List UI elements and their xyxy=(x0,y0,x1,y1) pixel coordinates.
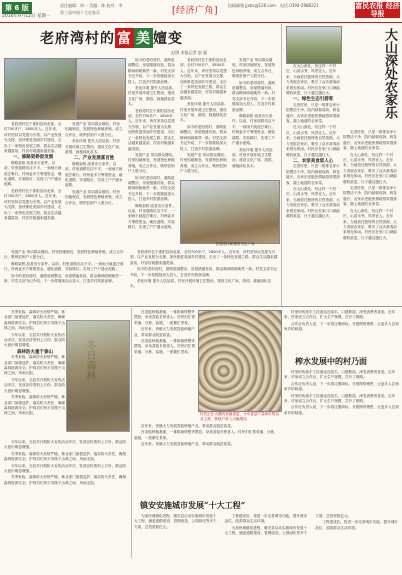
article2-col2: 走进村里，只见一排排农家小院整洁干净，院内绿树成荫、鲜花盛开。农家乐老板热情地招呼着游客，端上地道的农家菜。 在大山深处，有这样一个村庄，山清水秀，风景宜人。近年来，当地依托独特的自然资源，大力发展农家乐，吸引了众多游客前来观光休闲。村民们在家门口就能增收致富，日子越过越红火。 走进村里，只见一排排农家小院整洁干净，院内绿树成荫、鲜花盛开。农家乐老板热情地招呼着游客，端上地道的农家菜。 在大山深处，有这样一个村庄，山清水秀，风景宜人。近年来，当地依托独特的自然资源，大力发展农家乐，吸引了众多游客前来观光休闲。村民们在家门口就能增收致富，日子越过越红火。 xyxy=(343,130,397,240)
article5-title: 榨水发展中的村乃面 xyxy=(295,356,367,366)
article1-col4: 老府湾村位于淮阳县西北部，全村700多户、2800多人。近年来，该村坚持以党建为引领，以产业发展为支撑，加快推进美丽乡村建设，走出了一条特色发展之路，群众生活越来越富裕，村容村貌越来越美丽。 美化环境 提升人居品质。村里开展环境卫生整治，建设文化广场、游园，栽植绿化苗木。 如今的老府湾村，道路宽阔整洁，房屋错落有致，群众精神面貌焕然一新。村党支部书记介绍，下一步将继续加大投入，打造乡村旅游品牌。 发展产业 带动群众增收。村里因地制宜，发展特色种植养殖，成立合作社，吸纳贫困户入股分红。 xyxy=(180,58,228,174)
article1-col5: 发展产业 带动群众增收。村里因地制宜，发展特色种植养殖，成立合作社，吸纳贫困户入股分红。 如今的老府湾村，道路宽阔整洁，房屋错落有致，群众精神面貌焕然一新。村党支部书记介绍，下一步将继续加大投入，打造乡村旅游品牌。 修路架桥 改善出行条件。以前，村里道路坑洼不平，一到雨天就泥泞难行。村两委多方筹措资金，硬化道路、安装路灯，实现了户户通水泥路。 美化环境 提升人居品质。村里开展环境卫生整治，建设文化广场、游园，栽植绿化苗木。 xyxy=(232,58,276,168)
article2-subhead1: 一、绿色生态引游客 xyxy=(292,97,334,103)
article3-subhead: 森林防火重于泰山 xyxy=(17,349,53,355)
article1-col3: 如今的老府湾村，道路宽阔整洁，房屋错落有致，群众精神面貌焕然一新。村党支部书记介绍，下一步将继续加大投入，打造乡村旅游品牌。 美化环境 提升人居品质。村里开展环境卫生整治，建设文化广场、游园，栽植绿化苗木。 老府湾村位于淮阳县西北部，全村700多户、2800多人。近年来，该村坚持以党建为引领，以产业发展为支撑，加快推进美丽乡村建设，走出了一条特色发展之路，群众生活越来越富裕，村容村貌越来越美丽。 发展产业 带动群众增收。村里因地制宜，发展特色种植养殖，成立合作社，吸纳贫困户入股分红。 如今的老府湾村，道路宽阔整洁，房屋错落有致，群众精神面貌焕然一新。村党支部书记介绍，下一步将继续加大投入，打造乡村旅游品牌。 修路架桥 改善出行条件。以前，村里道路坑洼不平，一到雨天就泥泞难行。村两委多方筹措资金，硬化道路、安装路灯，实现了户户通水泥路。 xyxy=(128,58,176,230)
article1-photo-houses xyxy=(76,58,126,120)
newspaper-logo: 富民农报 经济导报 xyxy=(355,2,400,18)
page-date: 2016年9月12日 星期一 xyxy=(2,14,51,19)
article1-subhead1: 一、修路架桥促发展 xyxy=(12,155,54,161)
article2-col1: 在大山深处，有这样一个村庄，山清水秀，风景宜人。近年来，当地依托独特的自然资源，大力发展农家乐，吸引了众多游客前来观光休闲。村民们在家门口就能增收致富，日子越过越红火。 一、绿色生态引游客 走进村里，只见一排排农家小院整洁干净，院内绿树成荫、鲜花盛开。农家乐老板热情地招呼着游客，端上地道的农家菜。 在大山深处，有这样一个村庄，山清水秀，风景宜人。近年来，当地依托独特的自然资源，大力发展农家乐，吸引了众多游客前来观光休闲。村民们在家门口就能增收致富，日子越过越红火。 二、农家美食留人心 走进村里，只见一排排农家小院整洁干净，院内绿树成荫、鲜花盛开。农家乐老板热情地招呼着游客，端上地道的农家菜。 在大山深处，有这样一个村庄，山清水秀，风景宜人。近年来，当地依托独特的自然资源，大力发展农家乐，吸引了众多游客前来观光休闲。村民们在家门口就能增收致富，日子越过越红火。 xyxy=(286,64,340,218)
header-phone: 电话 0394-2988221 xyxy=(280,3,319,8)
article3-col2: 今年以来，全县共开展防火宣传活动多次，发放宣传资料上万份，群众防火意识明显增强。 冬季来临，森林防火形势严峻。林业部门加强巡护，落实防火责任，确保森林资源安全。护林员们每天穿梭于山林之间，风雨无阻。 今年以来，全县共开展防火宣传活动多次，发放宣传资料上万份，群众防火意识明显增强。 冬季来临，森林防火形势严峻。林业部门加强巡护，落实防火责任，确保森林资源安全。护林员们每天穿梭于山林之间，风雨无阻。 xyxy=(4,440,126,485)
article5-body: 村里的传统手工挂面远近闻名，口感筋道，深受消费者喜爱。近年来，村里成立合作社，扩大生产规模，打开了销路。 合作社负责人说，下一步将注册商标，开展网络销售，让更多人尝到家乡的味道。 村里的传统手工挂面远近闻名，口感筋道，深受消费者喜爱。近年来，村里成立合作社，扩大生产规模，打开了销路。 合作社负责人说，下一步将注册商标，开展网络销售，让更多人尝到家乡的味道。 xyxy=(284,370,399,415)
headline-part-c: 美 xyxy=(134,28,153,48)
article4-photo-mushrooms xyxy=(198,310,282,412)
article6-body: 为加快城镇化进程，镇安县启动实施城市发展十大工程，涵盖道路建设、管网改造、公园绿化等多个方面，总投资数亿元。 工程建成后，将进一步完善城市功能，提升城市品位，改善群众生活环境。 为加快城镇化进程，镇安县启动实施城市发展十大工程，涵盖道路建设、管网改造、公园绿化等多个方面，总投资数亿元。 工程建成后，将进一步完善城市功能，提升城市品位，改善群众生活环境。 xyxy=(134,514,398,536)
section-rule xyxy=(0,306,402,307)
article2-subhead2: 二、农家美食留人心 xyxy=(292,158,334,164)
article3-col1: 冬季来临，森林防火形势严峻。林业部门加强巡护，落实防火责任，确保森林资源安全。护林员们每天穿梭于山林之间，风雨无阻。 今年以来，全县共开展防火宣传活动多次，发放宣传资料上万份，群众防火意识明显增强。 森林防火重于泰山 冬季来临，森林防火形势严峻。林业部门加强巡护，落实防火责任，确保森林资源安全。护林员们每天穿梭于山林之间，风雨无阻。 今年以来，全县共开展防火宣传活动多次，发放宣传资料上万份，群众防火意识明显增强。 冬季来临，森林防火形势严峻。林业部门加强巡护，落实防火责任，确保森林资源安全。护林员们每天穿梭于山林之间，风雨无阻。 xyxy=(4,310,66,416)
article1-bottom-left-text: 发展产业 带动群众增收。村里因地制宜，发展特色种植养殖，成立合作社，吸纳贫困户入股分红。 修路架桥 改善出行条件。以前，村里道路坑洼不平，一到雨天就泥泞难行。村两委多方筹措资金，硬化道路、安装路灯，实现了户户通水泥路。 如今的老府湾村，道路宽阔整洁，房屋错落有致，群众精神面貌焕然一新。村党支部书记介绍，下一步将继续加大投入，打造乡村旅游品牌。 xyxy=(4,250,124,284)
article1-col2: 发展产业 带动群众增收。村里因地制宜，发展特色种植养殖，成立合作社，吸纳贫困户入股分红。 美化环境 提升人居品质。村里开展环境卫生整治，建设文化广场、游园，栽植绿化苗木。 二、产业发展富百姓 修路架桥 改善出行条件。以前，村里道路坑洼不平，一到雨天就泥泞难行。村两委多方筹措资金，硬化道路、安装路灯，实现了户户通水泥路。 发展产业 带动群众增收。村里因地制宜，发展特色种植养殖，成立合作社，吸纳贫困户入股分红。 xyxy=(65,122,123,205)
header-subline: 第三届中国十大农家乐 xyxy=(60,10,100,15)
article1-photo-village xyxy=(4,58,76,120)
column-divider xyxy=(281,24,282,306)
article1-headline xyxy=(40,28,183,48)
article1-bottom-text: 老府湾村位于淮阳县西北部，全村700多户、2800多人。近年来，该村坚持以党建为引领，以产业发展为支撑，加快推进美丽乡村建设，走出了一条特色发展之路，群众生活越来越富裕，村容村貌越来越美丽。 如今的老府湾村，道路宽阔整洁，房屋错落有致，群众精神面貌焕然一新。村党支部书记介绍，下一步将继续加大投入，打造乡村旅游品牌。 美化环境 提升人居品质。村里开展环境卫生整治，建设文化广场、游园，栽植绿化苗木。 xyxy=(130,250,278,289)
column-divider-2 xyxy=(131,308,132,558)
article1-caption: 老府湾村新建的文化广场 xyxy=(215,242,255,246)
section-title: [经济广角] xyxy=(172,6,219,16)
article1-byline: 文/图 本报记者 赵 磊 xyxy=(170,50,208,55)
headline-part-a: 老府湾村的 xyxy=(40,31,115,47)
article4-caption: 村民正在大棚内采摘香菇，今年香菇产量和价格双双上涨，种植户收入大幅增加 xyxy=(200,412,280,421)
article6-title: 镇安安施城市发展“十大工程” xyxy=(140,500,246,510)
article4-col1: 在香菇种植基地，一排排菌棒整齐摆放，朵朵香菇长势喜人。村民们忙着采摘、分拣、装箱，一派繁忙景象。 近年来，该镇大力发展香菇种植产业，带动群众脱贫致富。 在香菇种植基地，一排排菌棒整齐摆放，朵朵香菇长势喜人。村民们忙着采摘、分拣、装箱，一派繁忙景象。 xyxy=(134,310,196,354)
article2-title-text: 大山深处农家乐 xyxy=(382,28,397,119)
article1-photo-square xyxy=(180,180,280,244)
article1-col1: 老府湾村位于淮阳县西北部，全村700多户、2800多人。近年来，该村坚持以党建为引领，以产业发展为支撑，加快推进美丽乡村建设，走出了一条特色发展之路，群众生活越来越富裕，村容村貌越来越美丽。 一、修路架桥促发展 修路架桥 改善出行条件。以前，村里道路坑洼不平，一到雨天就泥泞难行。村两委多方筹措资金，硬化道路、安装路灯，实现了户户通水泥路。 老府湾村位于淮阳县西北部，全村700多户、2800多人。近年来，该村坚持以党建为引领，以产业发展为支撑，加快推进美丽乡村建设，走出了一条特色发展之路，群众生活越来越富裕，村容村貌越来越美丽。 xyxy=(4,122,62,220)
page-number: 第 6 版 xyxy=(2,2,32,14)
article4-col2: 近年来，该镇大力发展香菇种植产业，带动群众脱贫致富。 在香菇种植基地，一排排菌棒整齐摆放，朵朵香菇长势喜人。村民们忙着采摘、分拣、装箱，一派繁忙景象。 近年来，该镇大力发展香菇种植产业，带动群众脱贫致富。 xyxy=(134,424,278,447)
header-email: 投稿邮箱 jjxbs@126.com xyxy=(228,3,276,8)
article2-photo-mountain xyxy=(286,26,342,64)
article3-photo-forest xyxy=(66,320,130,432)
header-editor-line: 责任编辑：周一 美编：陈 校对：李 xyxy=(60,3,123,8)
article2-title xyxy=(343,28,397,128)
article1-subhead2: 二、产业发展富百姓 xyxy=(73,156,115,162)
headline-part-b: 富 xyxy=(115,28,134,48)
headline-part-d: 嬗变 xyxy=(153,31,183,47)
article5-top-text: 村里的传统手工挂面远近闻名，口感筋道，深受消费者喜爱。近年来，村里成立合作社，扩大生产规模，打开了销路。 合作社负责人说，下一步将注册商标，开展网络销售，让更多人尝到家乡的味道。 xyxy=(284,310,399,332)
